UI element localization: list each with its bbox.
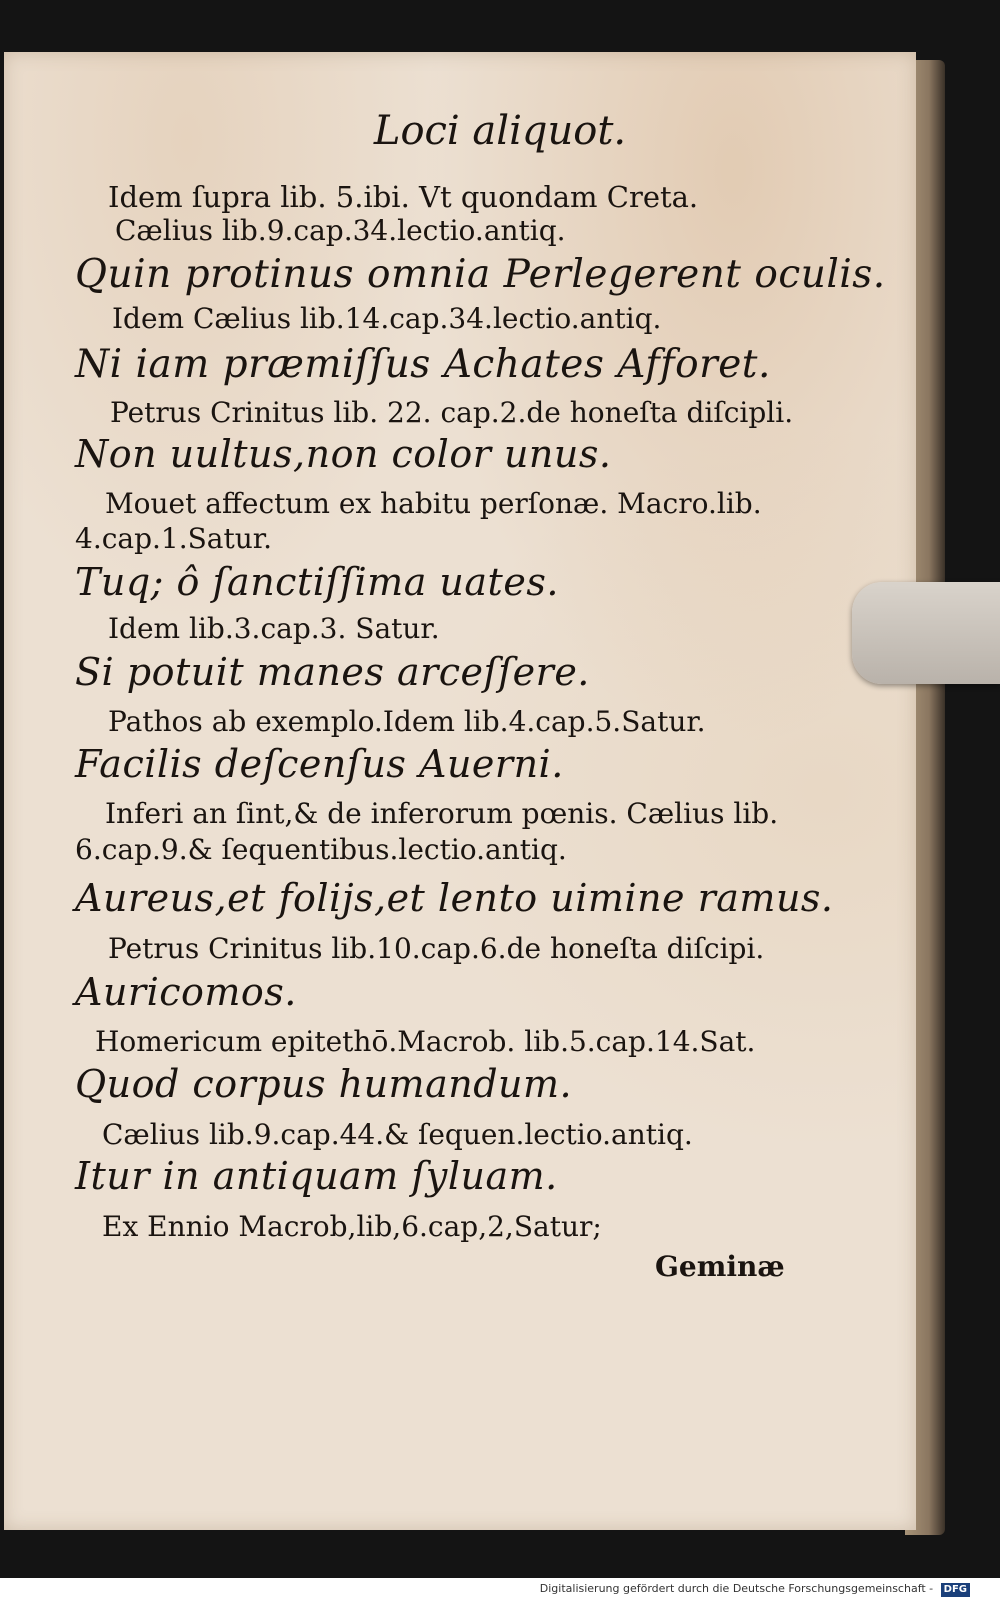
verse-line: Si potuit manes arceſſere. — [75, 650, 590, 694]
text-line: Homericum epitethō.Macrob. lib.5.cap.14.Sat. — [95, 1025, 756, 1058]
dfg-logo-icon: DFG — [941, 1583, 970, 1597]
text-line: 6.cap.9.& ſequentibus.lectio.antiq. — [75, 833, 567, 866]
verse-line: Quod corpus humandum. — [75, 1062, 573, 1106]
verse-line: Non uultus,non color unus. — [75, 432, 612, 476]
verse-line: Tuq; ô ſanctiſſima uates. — [75, 560, 559, 604]
text-line: Cælius lib.9.cap.34.lectio.antiq. — [115, 214, 566, 247]
page-clip — [852, 582, 1000, 684]
verse-line: Auricomos. — [75, 970, 297, 1014]
text-line: Idem lib.3.cap.3. Satur. — [108, 612, 440, 645]
text-line: 4.cap.1.Satur. — [75, 522, 272, 555]
verse-line: Ni iam præmiſſus Achates Afforet. — [75, 342, 771, 387]
digitization-credit — [0, 1578, 1000, 1600]
text-line: Petrus Crinitus lib. 22. cap.2.de honeſta diſcipli. — [110, 396, 794, 429]
verse-line: Itur in antiquam ſyluam. — [75, 1154, 558, 1198]
text-line: Petrus Crinitus lib.10.cap.6.de honeſta diſcipi. — [108, 932, 765, 965]
text-line: Ex Ennio Macrob,lib,6.cap,2,Satur; — [102, 1210, 602, 1243]
credit-text: Digitalisierung gefördert durch die Deutsche Forschungsgemeinschaft - — [539, 1582, 934, 1595]
verse-line: Facilis deſcenſus Auerni. — [75, 742, 564, 786]
catchword: Geminæ — [655, 1250, 785, 1283]
text-line: Idem ſupra lib. 5.ibi. Vt quondam Creta. — [108, 180, 699, 214]
text-line: Inferi an ſint,& de inferorum pœnis. Cælius lib. — [105, 797, 779, 830]
text-line: Mouet affectum ex habitu perſonæ. Macro.lib. — [105, 487, 762, 520]
text-line: Idem Cælius lib.14.cap.34.lectio.antiq. — [112, 302, 662, 335]
running-head: Loci aliquot. — [373, 108, 627, 154]
text-line: Pathos ab exemplo.Idem lib.4.cap.5.Satur. — [108, 705, 706, 738]
text-line: Cælius lib.9.cap.44.& ſequen.lectio.antiq. — [102, 1118, 693, 1151]
verse-line: Aureus,et folijs,et lento uimine ramus. — [75, 876, 834, 920]
verse-line: Quin protinus omnia Perlegerent oculis. — [75, 252, 886, 297]
